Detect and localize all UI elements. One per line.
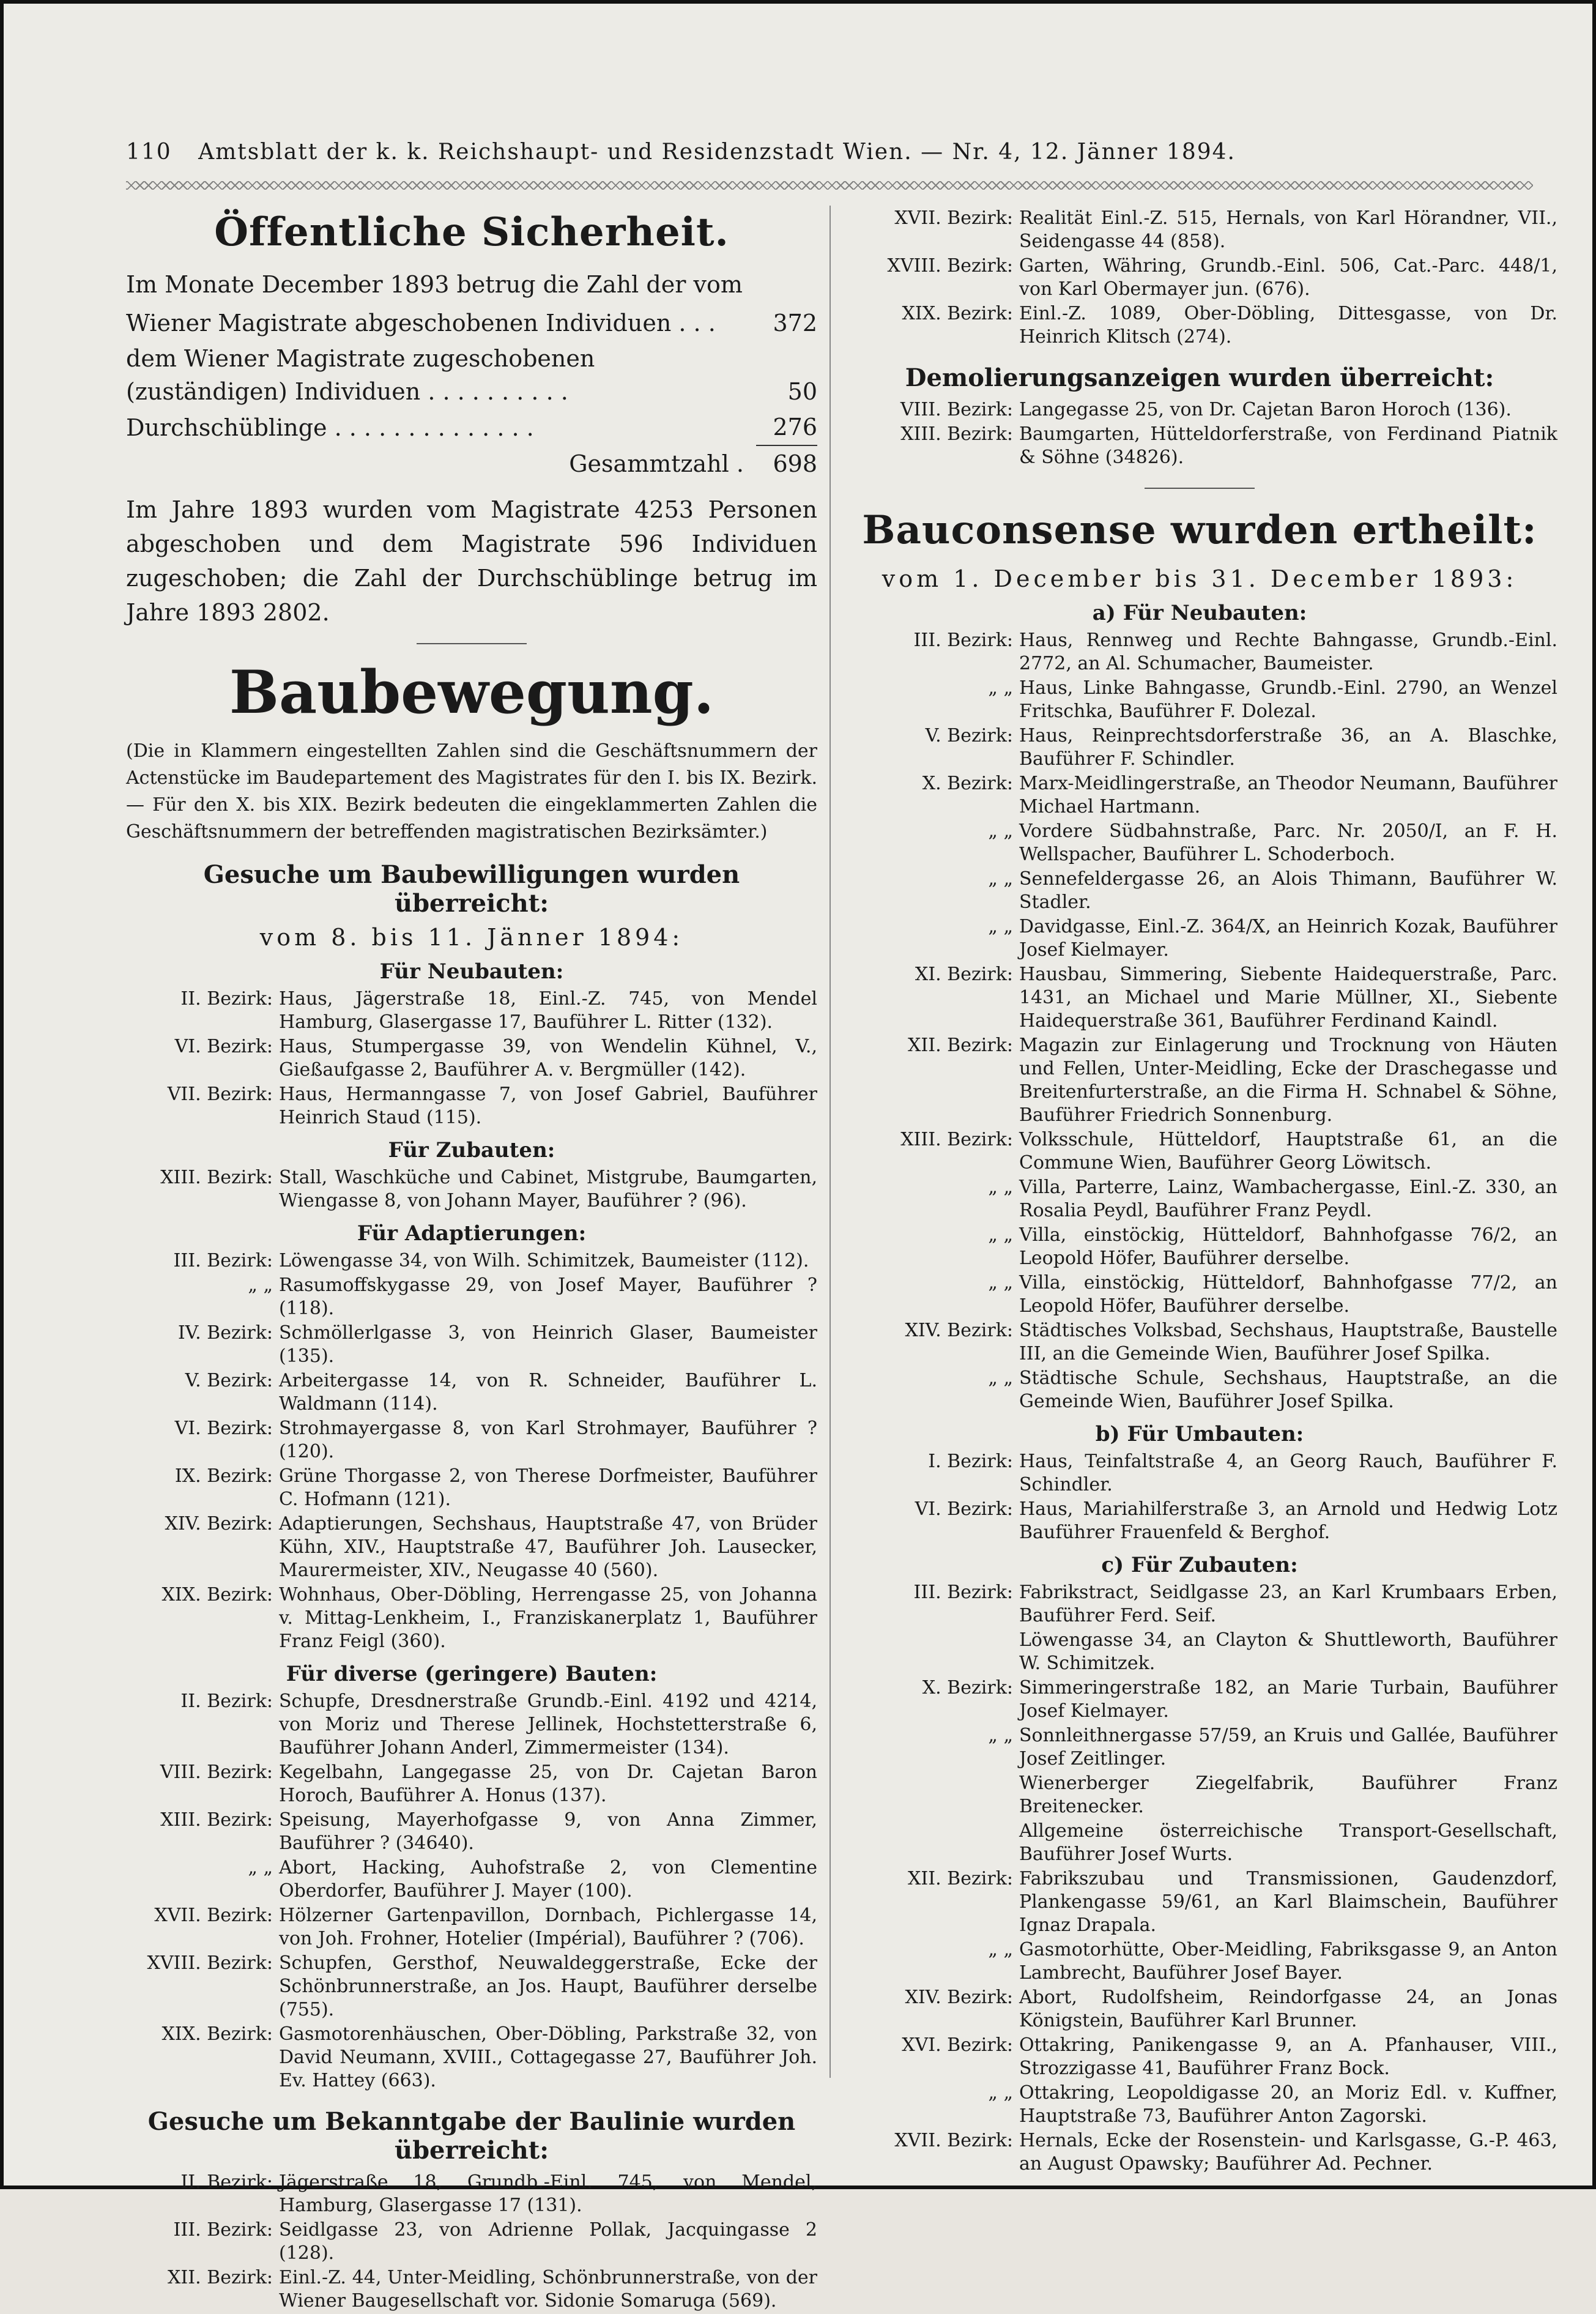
district-label: XIII. Bezirk: xyxy=(900,1129,1013,1150)
district-label: XIV. Bezirk: xyxy=(905,1320,1013,1341)
district-label: XVII. Bezirk: xyxy=(894,2130,1013,2151)
district-label: VI. Bezirk: xyxy=(174,1418,273,1439)
district-label: „ „ xyxy=(988,868,1013,890)
adapt-heading: Für Adaptierungen: xyxy=(357,1221,587,1246)
entry-row xyxy=(842,1498,1557,1544)
entry-row xyxy=(126,2171,817,2217)
entry-text: Seidlgasse 23, von Adrienne Pollak, Jacquingasse 2 (128). xyxy=(279,2219,817,2264)
entry-text: Hausbau, Simmering, Siebente Haidequerstraße, Parc. 1431, an Michael und Marie Müllner, XI., Siebente Haidequerstraße 361, Bauführer Ferdinand Kaindl. xyxy=(1019,964,1557,1032)
district-label: „ „ xyxy=(988,916,1013,937)
entry-text: Garten, Währing, Grundb.-Einl. 506, Cat.-Parc. 448/1, von Karl Obermayer jun. (676). xyxy=(1019,255,1557,300)
entry-row xyxy=(842,1724,1557,1771)
entry-row xyxy=(126,1904,817,1951)
entry-row xyxy=(842,255,1557,301)
baubewegung-note: (Die in Klammern eingestellten Zahlen sind die Geschäftsnummern der Actenstücke im Baudepartement des Magistrates für den I. bis IX. Bezirk. — Für den X. bis XIX. Bezirk bedeuten die eingeklammerten Zahlen die Geschäftsnummern der betreffenden magistratischen Bezirksämter.) xyxy=(126,740,817,843)
entry-row xyxy=(126,1809,817,1855)
stat-label: Wiener Magistrate abgeschobenen Individuen . . . xyxy=(126,310,716,337)
entry-row xyxy=(842,1867,1557,1937)
entry-text: Schupfen, Gersthof, Neuwaldeggerstraße, Ecke der Schönbrunnerstraße, an Jos. Haupt, Bauführer derselbe (755). xyxy=(279,1952,817,2020)
entry-row xyxy=(842,868,1557,914)
district-label: „ „ xyxy=(988,1177,1013,1198)
entry-row xyxy=(842,1772,1557,1818)
page-header xyxy=(126,140,1356,165)
district-label: XIV. Bezirk: xyxy=(165,1513,273,1535)
continued-list xyxy=(842,207,1557,349)
stat-total-row xyxy=(126,445,817,482)
c-list xyxy=(842,1581,1557,2176)
entry-row xyxy=(842,398,1557,422)
entry-row xyxy=(842,772,1557,819)
entry-row xyxy=(126,1035,817,1082)
district-label: III. Bezirk: xyxy=(913,1582,1013,1603)
entry-text: Gasmotorhütte, Ober-Meidling, Fabriksgasse 9, an Anton Lambrecht, Bauführer Josef Bayer. xyxy=(1019,1939,1557,1984)
entry-row xyxy=(842,1450,1557,1497)
entry-text: Grüne Thorgasse 2, von Therese Dorfmeister, Bauführer C. Hofmann (121). xyxy=(279,1465,817,1510)
entry-row xyxy=(842,1938,1557,1985)
entry-text: Adaptierungen, Sechshaus, Hauptstraße 47, von Brüder Kühn, XIV., Hauptstraße 47, Bauführer Joh. Lausecker, Maurermeister, XIV., Neugasse 40 (560). xyxy=(279,1513,817,1581)
district-label: X. Bezirk: xyxy=(922,773,1013,794)
sicherheit-table xyxy=(126,305,817,482)
entry-text: Ottakring, Leopoldigasse 20, an Moriz Edl. v. Kuffner, Hauptstraße 73, Bauführer Anton Zagorski. xyxy=(1019,2082,1557,2127)
entry-row xyxy=(126,1761,817,1807)
district-label: III. Bezirk: xyxy=(913,630,1013,651)
district-label: „ „ xyxy=(988,1272,1013,1293)
zubauten-list xyxy=(126,1166,817,1213)
stat-total-value: 698 xyxy=(773,450,817,477)
district-label: XVII. Bezirk: xyxy=(894,207,1013,229)
entry-text: Langegasse 25, von Dr. Cajetan Baron Horoch (136). xyxy=(1019,399,1512,420)
district-label: XVII. Bezirk: xyxy=(154,1905,273,1926)
entry-row xyxy=(842,1319,1557,1366)
entry-row xyxy=(842,820,1557,866)
entry-row xyxy=(842,207,1557,253)
section-heading-baubewegung: Baubewegung. xyxy=(229,658,714,727)
entry-row xyxy=(126,2023,817,2093)
entry-row xyxy=(126,1512,817,1582)
entry-text: Haus, Linke Bahngasse, Grundb.-Einl. 2790, an Wenzel Fritschka, Bauführer F. Dolezal. xyxy=(1019,677,1557,722)
sicherheit-intro: Im Monate December 1893 betrug die Zahl der vom xyxy=(126,271,743,298)
entry-text: Hölzerner Gartenpavillon, Dornbach, Pichlergasse 14, von Joh. Frohner, Hotelier (Impérial), Bauführer ? (706). xyxy=(279,1905,817,1949)
district-label: XIII. Bezirk: xyxy=(160,1809,273,1831)
gesuche-heading: Gesuche um Baubewilligungen wurden überreicht: xyxy=(203,860,740,918)
entry-row xyxy=(126,988,817,1034)
b-list xyxy=(842,1450,1557,1544)
entry-text: Magazin zur Einlagerung und Trocknung von Häuten und Fellen, Unter-Meidling, Ecke der Draschegasse und Breitenfurterstraße, an die Firma H. Schnabel & Söhne, Bauführer Friedrich Sonnenburg. xyxy=(1019,1035,1557,1126)
entry-text: Hernals, Ecke der Rosenstein- und Karlsgasse, G.-P. 463, an August Opawsky; Bauführer Ad. Pechner. xyxy=(1019,2130,1557,2174)
entry-text: Städtisches Volksbad, Sechshaus, Hauptstraße, Baustelle III, an die Gemeinde Wien, Bauführer Josef Spilka. xyxy=(1019,1320,1557,1364)
district-label: XVIII. Bezirk: xyxy=(887,255,1013,277)
entry-text: Löwengasse 34, von Wilh. Schimitzek, Baumeister (112). xyxy=(279,1250,809,1271)
entry-text: Volksschule, Hütteldorf, Hauptstraße 61, an die Commune Wien, Bauführer Georg Löwitsch. xyxy=(1019,1129,1557,1174)
district-label: XVI. Bezirk: xyxy=(902,2034,1013,2056)
entry-row xyxy=(842,1271,1557,1318)
stat-value: 372 xyxy=(773,310,817,337)
entry-text: Haus, Mariahilferstraße 3, an Arnold und Hedwig Lotz Bauführer Frauenfeld & Berghof. xyxy=(1019,1498,1557,1543)
entry-text: Arbeitergasse 14, von R. Schneider, Bauführer L. Waldmann (114). xyxy=(279,1370,817,1415)
district-label: II. Bezirk: xyxy=(180,988,273,1010)
entry-row xyxy=(842,423,1557,469)
district-label: III. Bezirk: xyxy=(173,2219,273,2241)
entry-row xyxy=(842,1629,1557,1675)
entry-row xyxy=(126,1690,817,1760)
district-label: XII. Bezirk: xyxy=(908,1868,1013,1889)
entry-text: Haus, Jägerstraße 18, Einl.-Z. 745, von Mendel Hamburg, Glasergasse 17, Bauführer L. Ritter (132). xyxy=(279,988,817,1033)
entry-text: Sennefeldergasse 26, an Alois Thimann, Bauführer W. Stadler. xyxy=(1019,868,1557,913)
entry-text: Simmeringerstraße 182, an Marie Turbain, Bauführer Josef Kielmayer. xyxy=(1019,1677,1557,1722)
entry-text: Villa, einstöckig, Hütteldorf, Bahnhofgasse 77/2, an Leopold Höfer, Bauführer derselbe. xyxy=(1019,1272,1557,1317)
stat-label: dem Wiener Magistrate zugeschobenen (zuständigen) Individuen . . . . . . . . . . xyxy=(126,345,595,405)
left-column xyxy=(126,206,817,2314)
a-list xyxy=(842,629,1557,1413)
entry-text: Baumgarten, Hütteldorferstraße, von Ferdinand Piatnik & Söhne (34826). xyxy=(1019,423,1557,468)
stat-total-label: Gesammtzahl . xyxy=(569,450,744,477)
district-label: XIX. Bezirk: xyxy=(902,303,1013,324)
entry-row xyxy=(126,1952,817,2022)
adapt-list xyxy=(126,1249,817,1653)
section-heading-sicherheit: Öffentliche Sicherheit. xyxy=(214,209,729,255)
entry-row xyxy=(126,2266,817,2313)
entry-text: Wienerberger Ziegelfabrik, Bauführer Franz Breitenecker. xyxy=(1019,1773,1557,1817)
baulinie-heading: Gesuche um Bekanntgabe der Baulinie wurden überreicht: xyxy=(147,2107,796,2165)
entry-row xyxy=(126,1274,817,1320)
district-label: VI. Bezirk: xyxy=(174,1036,273,1057)
entry-row xyxy=(842,1820,1557,1866)
entry-row xyxy=(126,1369,817,1416)
gesuche-dates: vom 8. bis 11. Jänner 1894: xyxy=(259,924,684,951)
entry-text: Haus, Rennweg und Rechte Bahngasse, Grundb.-Einl. 2772, an Al. Schumacher, Baumeister. xyxy=(1019,630,1557,674)
entry-row xyxy=(842,302,1557,349)
entry-row xyxy=(842,963,1557,1033)
entry-text: Haus, Stumpergasse 39, von Wendelin Kühnel, V., Gießaufgasse 2, Bauführer A. v. Bergmüller (142). xyxy=(279,1036,817,1081)
entry-text: Villa, Parterre, Lainz, Wambachergasse, Einl.-Z. 330, an Rosalia Peydl, Bauführer Franz Peydl. xyxy=(1019,1177,1557,1221)
entry-row xyxy=(126,1166,817,1213)
entry-text: Sonnleithnergasse 57/59, an Kruis und Gallée, Bauführer Josef Zeitlinger. xyxy=(1019,1725,1557,1769)
demol-heading: Demolierungsanzeigen wurden überreicht: xyxy=(905,363,1494,392)
district-label: XIII. Bezirk: xyxy=(900,423,1013,445)
diverse-heading: Für diverse (geringere) Bauten: xyxy=(286,1662,658,1686)
diverse-list xyxy=(126,1690,817,2093)
entry-text: Fabrikstract, Seidlgasse 23, an Karl Krumbaars Erben, Bauführer Ferd. Seif. xyxy=(1019,1582,1557,1626)
stat-label: Durchschüblinge . . . . . . . . . . . . . . xyxy=(126,414,534,441)
stat-row xyxy=(126,305,817,341)
entry-text: Marx-Meidlingerstraße, an Theodor Neumann, Bauführer Michael Hartmann. xyxy=(1019,773,1557,817)
entry-text: Haus, Reinprechtsdorferstraße 36, an A. Blaschke, Bauführer F. Schindler. xyxy=(1019,725,1557,770)
entry-text: Gasmotorenhäuschen, Ober-Döbling, Parkstraße 32, von David Neumann, XVIII., Cottagegasse 27, Bauführer Joh. Ev. Hattey (663). xyxy=(279,2023,817,2091)
entry-row xyxy=(842,2129,1557,2176)
entry-text: Allgemeine österreichische Transport-Gesellschaft, Bauführer Josef Wurts. xyxy=(1019,1820,1557,1865)
district-label: „ „ xyxy=(248,1274,273,1296)
district-label: V. Bezirk: xyxy=(185,1370,273,1391)
a-heading: a) Für Neubauten: xyxy=(1092,601,1307,625)
district-label: IX. Bezirk: xyxy=(174,1465,273,1487)
stat-row xyxy=(126,341,817,409)
entry-row xyxy=(126,1249,817,1273)
entry-text: Einl.-Z. 44, Unter-Meidling, Schönbrunnerstraße, von der Wiener Baugesellschaft vor. Sidonie Somaruga (569). xyxy=(279,2267,817,2312)
district-label xyxy=(842,1820,1019,1866)
entry-text: Abort, Hacking, Auhofstraße 2, von Clementine Oberdorfer, Bauführer J. Mayer (100). xyxy=(279,1857,817,1902)
district-label: XIX. Bezirk: xyxy=(161,2023,273,2045)
district-label: VI. Bezirk: xyxy=(915,1498,1013,1520)
entry-row xyxy=(842,677,1557,723)
baulinie-list xyxy=(126,2171,817,2313)
district-label: XIX. Bezirk: xyxy=(161,1584,273,1605)
column-divider xyxy=(830,206,831,2078)
entry-row xyxy=(126,2219,817,2265)
district-label: „ „ xyxy=(988,677,1013,699)
c-heading: c) Für Zubauten: xyxy=(1101,1553,1298,1577)
district-label: XIII. Bezirk: xyxy=(160,1167,273,1188)
consense-heading: Bauconsense wurden ertheilt: xyxy=(862,507,1537,553)
neubauten-list xyxy=(126,988,817,1129)
entry-text: Strohmayergasse 8, von Karl Strohmayer, Bauführer ? (120). xyxy=(279,1418,817,1462)
district-label: „ „ xyxy=(988,1725,1013,1746)
district-label: I. Bezirk: xyxy=(928,1451,1013,1472)
entry-text: Fabrikszubau und Transmissionen, Gaudenzdorf, Plankengasse 59/61, an Karl Blaimschein, Bauführer Ignaz Drapala. xyxy=(1019,1868,1557,1936)
entry-row xyxy=(842,2034,1557,2080)
entry-text: Schmöllerlgasse 3, von Heinrich Glaser, Baumeister (135). xyxy=(279,1322,817,1367)
entry-text: Löwengasse 34, an Clayton & Shuttleworth, Bauführer W. Schimitzek. xyxy=(1019,1629,1557,1674)
stat-value: 276 xyxy=(756,409,817,445)
entry-text: Wohnhaus, Ober-Döbling, Herrengasse 25, von Johanna v. Mittag-Lenkheim, I., Franziskanerplatz 1, Bauführer Franz Feigl (360). xyxy=(279,1584,817,1652)
entry-row xyxy=(842,1176,1557,1222)
entry-row xyxy=(126,1083,817,1129)
entry-text: Stall, Waschküche und Cabinet, Mistgrube, Baumgarten, Wiengasse 8, von Johann Mayer, Bauführer ? (96). xyxy=(279,1167,817,1211)
district-label: VIII. Bezirk: xyxy=(900,399,1013,420)
entry-row xyxy=(842,915,1557,962)
section-divider xyxy=(1145,488,1255,489)
zubauten-heading: Für Zubauten: xyxy=(388,1138,555,1163)
district-label: „ „ xyxy=(248,1857,273,1878)
entry-row xyxy=(842,1986,1557,2033)
district-label: II. Bezirk: xyxy=(180,1691,273,1712)
entry-text: Städtische Schule, Sechshaus, Hauptstraße, an die Gemeinde Wien, Bauführer Josef Spilka. xyxy=(1019,1367,1557,1412)
entry-row xyxy=(842,1128,1557,1175)
right-column xyxy=(842,206,1557,2177)
district-label: „ „ xyxy=(988,1939,1013,1960)
district-label: „ „ xyxy=(988,1367,1013,1389)
district-label: X. Bezirk: xyxy=(922,1677,1013,1698)
entry-text: Rasumoffskygasse 29, von Josef Mayer, Bauführer ? (118). xyxy=(279,1274,817,1319)
entry-row xyxy=(842,1581,1557,1628)
b-heading: b) Für Umbauten: xyxy=(1095,1422,1304,1446)
page-title: Amtsblatt der k. k. Reichshaupt- und Residenzstadt Wien. — Nr. 4, 12. Jänner 1894. xyxy=(198,140,1236,165)
neubauten-heading: Für Neubauten: xyxy=(379,959,564,984)
district-label: XVIII. Bezirk: xyxy=(147,1952,273,1974)
entry-row xyxy=(842,1367,1557,1413)
district-label: III. Bezirk: xyxy=(173,1250,273,1271)
district-label: VII. Bezirk: xyxy=(167,1084,273,1105)
stat-row xyxy=(126,409,817,445)
district-label: IV. Bezirk: xyxy=(177,1322,273,1344)
header-divider xyxy=(126,181,1533,190)
entry-text: Haus, Hermanngasse 7, von Josef Gabriel, Bauführer Heinrich Staud (115). xyxy=(279,1084,817,1128)
entry-text: Abort, Rudolfsheim, Reindorfgasse 24, an Jonas Königstein, Bauführer Karl Brunner. xyxy=(1019,1987,1557,2031)
entry-row xyxy=(126,1465,817,1511)
page-number: 110 xyxy=(126,140,172,165)
district-label: „ „ xyxy=(988,820,1013,842)
sicherheit-summary: Im Jahre 1893 wurden vom Magistrate 4253 Personen abgeschoben und dem Magistrate 596 Individuen zugeschoben; die Zahl der Durchschüblinge betrug im Jahre 1893 2802. xyxy=(126,496,817,626)
demol-list xyxy=(842,398,1557,469)
district-label: XIV. Bezirk: xyxy=(905,1987,1013,2008)
district-label: „ „ xyxy=(988,1224,1013,1246)
section-divider xyxy=(417,643,527,644)
entry-text: Schupfe, Dresdnerstraße Grundb.-Einl. 4192 und 4214, von Moriz und Therese Jellinek, Hochstetterstraße 6, Bauführer Johann Anderl, Zimmermeister (134). xyxy=(279,1691,817,1758)
entry-row xyxy=(126,1322,817,1368)
entry-text: Jägerstraße 18, Grundb.-Einl. 745, von Mendel, Hamburg, Glasergasse 17 (131). xyxy=(279,2171,817,2216)
entry-text: Villa, einstöckig, Hütteldorf, Bahnhofgasse 76/2, an Leopold Höfer, Bauführer derselbe. xyxy=(1019,1224,1557,1269)
entry-text: Vordere Südbahnstraße, Parc. Nr. 2050/I, an F. H. Wellspacher, Bauführer L. Schoderboch. xyxy=(1019,820,1557,865)
consense-dates: vom 1. December bis 31. December 1893: xyxy=(882,565,1518,592)
entry-row xyxy=(842,1676,1557,1723)
entry-row xyxy=(842,2081,1557,2128)
entry-row xyxy=(126,1856,817,1903)
district-label: II. Bezirk: xyxy=(180,2171,273,2193)
district-label: XII. Bezirk: xyxy=(168,2267,273,2288)
district-label: „ „ xyxy=(988,2082,1013,2104)
district-label: V. Bezirk: xyxy=(925,725,1013,746)
stat-value: 50 xyxy=(787,378,817,405)
entry-row xyxy=(126,1583,817,1653)
entry-row xyxy=(842,629,1557,675)
entry-row xyxy=(842,1034,1557,1127)
entry-row xyxy=(842,1224,1557,1270)
entry-text: Einl.-Z. 1089, Ober-Döbling, Dittesgasse, von Dr. Heinrich Klitsch (274). xyxy=(1019,303,1557,348)
district-label xyxy=(842,1772,1019,1818)
entry-text: Ottakring, Panikengasse 9, an A. Pfanhauser, VIII., Strozzigasse 41, Bauführer Franz Bock. xyxy=(1019,2034,1557,2079)
entry-text: Davidgasse, Einl.-Z. 364/X, an Heinrich Kozak, Bauführer Josef Kielmayer. xyxy=(1019,916,1557,961)
district-label: XII. Bezirk: xyxy=(908,1035,1013,1056)
district-label xyxy=(842,1629,1019,1675)
district-label: VIII. Bezirk: xyxy=(160,1762,273,1783)
entry-row xyxy=(126,1417,817,1464)
district-label: XI. Bezirk: xyxy=(915,964,1013,985)
entry-text: Realität Einl.-Z. 515, Hernals, von Karl Hörandner, VII., Seidengasse 44 (858). xyxy=(1019,207,1557,252)
entry-row xyxy=(842,724,1557,771)
entry-text: Speisung, Mayerhofgasse 9, von Anna Zimmer, Bauführer ? (34640). xyxy=(279,1809,817,1854)
entry-text: Kegelbahn, Langegasse 25, von Dr. Cajetan Baron Horoch, Bauführer A. Honus (137). xyxy=(279,1762,817,1806)
entry-text: Haus, Teinfaltstraße 4, an Georg Rauch, Bauführer F. Schindler. xyxy=(1019,1451,1557,1495)
